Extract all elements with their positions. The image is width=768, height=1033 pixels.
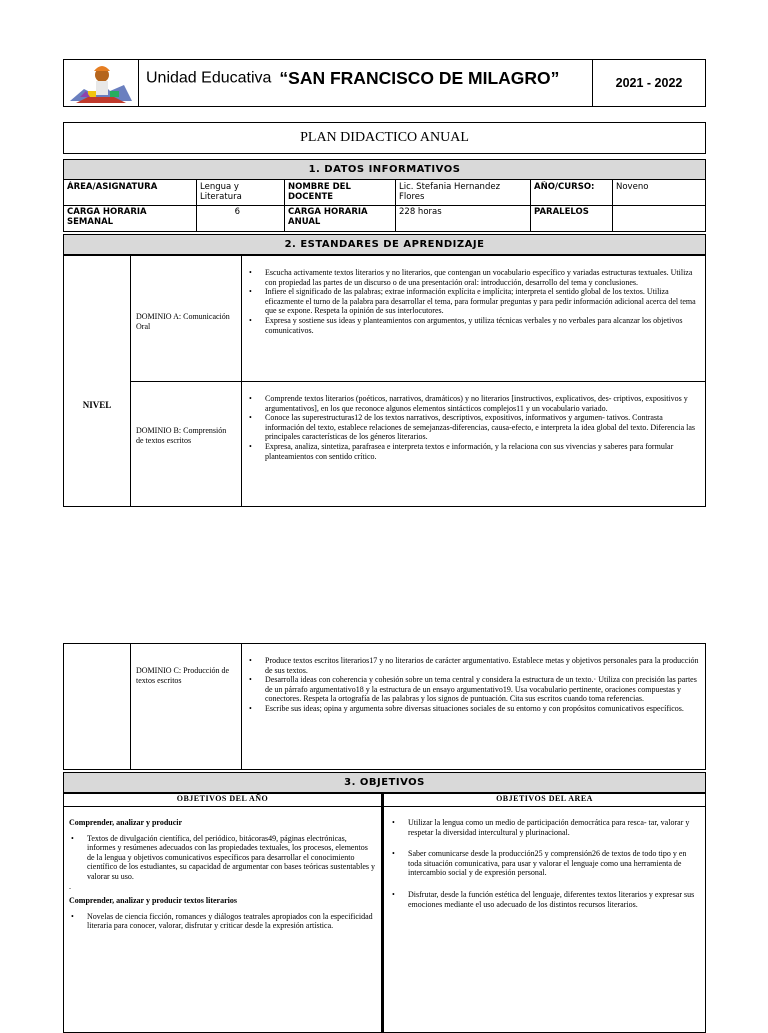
list-item: • Disfrutar, desde la función estética del lenguaje, diferentes textos literarios y expresar sus emociones mediante el uso adecuado de los distintos recursos literarios. (408, 890, 700, 909)
carga-semanal-label: CARGA HORARIA SEMANAL (67, 207, 147, 227)
list-item: • Conoce las superestructuras12 de los textos narrativos, descriptivos, expositivos, informativos y argumen- tativos. Contrasta información del texto, establece relaciones de semejanzas-diferencias, causa-efecto, e interpreta la idea global del texto. Diferencia las principales características de los géneros literarios. (265, 413, 701, 442)
docente-value: Lic. Stefania Hernandez Flores (399, 182, 501, 202)
col-objetivos-ano: OBJETIVOS DEL AÑO (176, 794, 269, 803)
area-value: Lengua y Literatura (200, 182, 242, 202)
carga-anual-label: CARGA HORARIA ANUAL (288, 207, 368, 227)
objetivos-ano-content (69, 818, 375, 931)
school-logo (66, 61, 136, 105)
carga-semanal-value: 6 (234, 207, 240, 217)
dominio-c-label: DOMINIO C: Producción de textos escritos (136, 666, 230, 685)
page-title-box (63, 122, 706, 154)
nivel-label: NIVEL (82, 400, 112, 410)
area-label: ÁREA/ASIGNATURA (67, 182, 158, 192)
list-item: • Infiere el significado de las palabras; extrae información explícita e implícita; interpreta el sentido global de los textos. Utiliza eficazmente el turno de la palabra para desarrollar el tema, para formular preguntas y para pedir información adicional acerca del tema que se expone. Respeta la opinión de sus interlocutores. (265, 287, 701, 316)
curso-label: AÑO/CURSO: (534, 182, 595, 192)
list-item: • Expresa, analiza, sintetiza, parafrasea e interpreta textos e información, y la relaciona con sus vivencias y saberes para formular planteamientos con sentido crítico. (265, 442, 701, 461)
page-title: PLAN DIDACTICO ANUAL (300, 130, 469, 145)
list-item: • Expresa y sostiene sus ideas y planteamientos con argumentos, y utiliza técnicas verbales y no verbales para alcanzar los objetivos comunicativos. (265, 316, 701, 335)
objetivos-area-content (386, 818, 700, 909)
section-3-heading: 3. OBJETIVOS (63, 772, 706, 793)
left-dot: . (69, 881, 71, 891)
list-item: • Utilizar la lengua como un medio de participación democrática para resca- tar, valorar y respetar la diversidad intercultural y plurinacional. (408, 818, 700, 837)
paralelos-value (613, 206, 705, 230)
list-item: • Desarrolla ideas con coherencia y cohesión sobre un tema central y considera la estructura de un texto.· Utiliza con precisión las partes de un párrafo argumentativo18 y la estructura de un ensayo argumentativo19. Usa vocabulario pertinente, oraciones compuestas y conectores. Respeta la ortografía de las palabras y los signos de puntuación. Cita sus escritos cuando toma referencias. (265, 675, 701, 704)
dominio-b-label: DOMINIO B: Comprensión de textos escritos (136, 426, 227, 445)
list-item: • Saber comunicarse desde la producción25 y comprensión26 de textos de todo tipo y en toda situación comunicativa, para usar y valorar el lenguaje como una herramienta de intercambio social y de expresión personal. (408, 849, 700, 878)
list-item: • Textos de divulgación científica, del periódico, bitácoras49, páginas electrónicas, informes y resúmenes adecuados con las propiedades textuales, los procesos, elementos de la lengua y objetivos comunicativos específicos para desarrollar el conocimiento científico de los estudiantes, su capacidad de argumentar con bases teóricas sustentables y valorar su uso. (87, 834, 375, 882)
list-item: • Escucha activamente textos literarios y no literarios, que contengan un vocabulario específico y variadas estructuras textuales. Utiliza con propiedad las partes de un discurso o de una presentación oral: introducción, desarrollo del tema y conclusiones. (265, 268, 701, 287)
school-header (146, 68, 586, 98)
list-item: • Novelas de ciencia ficción, romances y diálogos teatrales apropiados con la especificidad literaria para conocer, valorar, disfrutar y criticar desde la expresión artística. (87, 912, 375, 931)
school-year: 2021 - 2022 (615, 76, 683, 90)
left-heading-2: Comprender, analizar y producir textos literarios (69, 896, 237, 906)
dominio-a-label: DOMINIO A: Comunicación Oral (136, 312, 230, 331)
curso-value: Noveno (616, 182, 649, 192)
list-item: • Comprende textos literarios (poéticos, narrativos, dramáticos) y no literarios [instructivos, explicativos, des- criptivos, expositivos y argumentativos], en los que reconoce algunos elementos sintácticos complejos11 y un vocabulario variado. (265, 394, 701, 413)
section-2-heading: 2. ESTANDARES DE APRENDIZAJE (63, 234, 706, 255)
dominio-c-list (243, 656, 701, 714)
dominio-a-list (243, 268, 701, 335)
left-heading-1: Comprender, analizar y producir (69, 818, 183, 827)
docente-label: NOMBRE DEL DOCENTE (288, 182, 351, 202)
school-name: “SAN FRANCISCO DE MILAGRO” (279, 68, 560, 88)
dominio-b-list (243, 394, 701, 461)
col-objetivos-area: OBJETIVOS DEL AREA (496, 794, 593, 803)
carga-anual-value: 228 horas (399, 207, 442, 217)
school-prefix: Unidad Educativa (146, 69, 272, 87)
list-item: • Produce textos escritos literarios17 y no literarios de carácter argumentativo. Establece metas y objetivos personales para la producción de sus textos. (265, 656, 701, 675)
section-1-heading: 1. DATOS INFORMATIVOS (63, 159, 706, 180)
paralelos-label: PARALELOS (534, 207, 589, 217)
list-item: • Escribe sus ideas; opina y argumenta sobre diversas situaciones sociales de su entorno y con propósitos comunicativos específicos. (265, 704, 701, 714)
